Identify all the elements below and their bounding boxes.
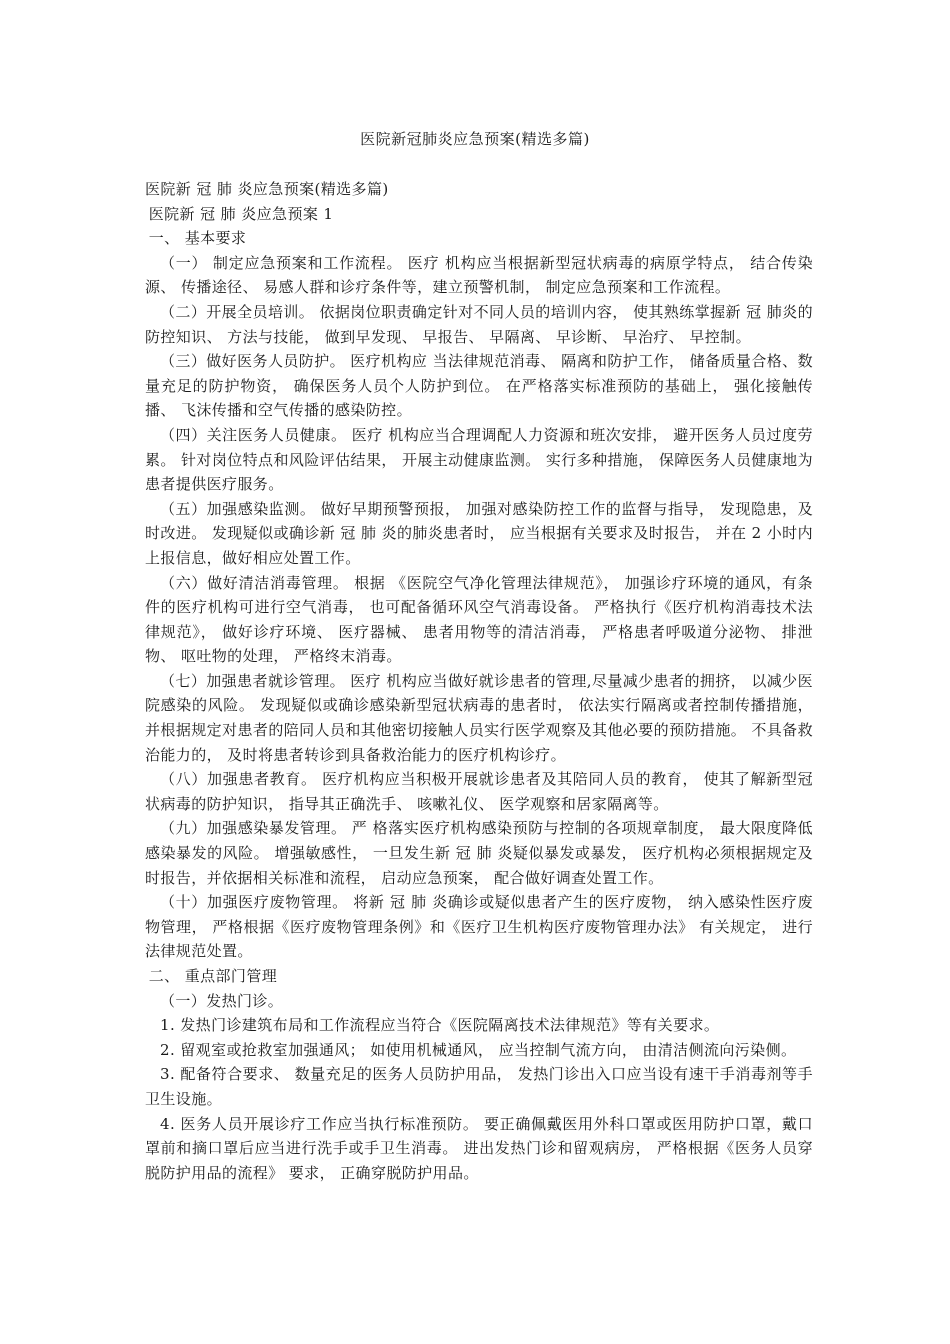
paragraph: （六）做好清洁消毒管理。 根据 《医院空气净化管理法律规范》， 加强诊疗环境的通风，有条件的医疗机构可进行空气消毒， 也可配备循环风空气消毒设备。 严格执行《医疗机构消毒技术法律规范》， 做好诊疗环境、 医疗器械、 患者用物等的清洁消毒， 严格患者呼吸道分泌物、 排泄物、 呕吐物的处理， 严格终末消毒。 <box>145 573 813 666</box>
section-heading: 一、 基本要求 <box>148 229 247 248</box>
list-item: 2. 留观室或抢救室加强通风； 如使用机械通风， 应当控制气流方向， 由清洁侧流向污染侧。 <box>160 1040 797 1059</box>
paragraph: （一） 制定应急预案和工作流程。 医疗 机构应当根据新型冠状病毒的病原学特点， 结合传染源、 传播途径、 易感人群和诊疗条件等，建立预警机制， 制定应急预案和工作流程。 <box>145 253 813 297</box>
paragraph: （三）做好医务人员防护。 医疗机构应 当法律规范消毒、 隔离和防护工作， 储备质量合格、数量充足的防护物资， 确保医务人员个人防护到位。 在严格落实标准预防的基础上， 强化接触传播、 飞沫传播和空气传播的感染防控。 <box>145 352 813 420</box>
subtitle: 医院新 冠 肺 炎应急预案(精选多篇) <box>145 180 389 198</box>
paragraph: （七）加强患者就诊管理。 医疗 机构应当做好就诊患者的管理,尽量减少患者的拥挤， 以减少医院感染的风险。 发现疑似或确诊感染新型冠状病毒的患者时， 依法实行隔离或者控制传播措施， 并根据规定对患者的陪同人员和其他密切接触人员实行医学观察及其他必要的预防措施。 不具备救治能力的， 及时将患者转诊到具备救治能力的医疗机构诊疗。 <box>145 671 813 764</box>
list-item: 1. 发热门诊建筑布局和工作流程应当符合《医院隔离技术法律规范》等有关要求。 <box>160 1016 720 1035</box>
document-body <box>145 177 813 1185</box>
list-item: 4. 医务人员开展诊疗工作应当执行标准预防。 要正确佩戴医用外科口罩或医用防护口罩，戴口罩前和摘口罩后应当进行洗手或手卫生消毒。 进出发热门诊和留观病房， 严格根据《医务人员穿脱防护用品的流程》 要求， 正确穿脱防护用品。 <box>145 1114 813 1182</box>
paragraph: （四）关注医务人员健康。 医疗 机构应当合理调配人力资源和班次安排， 避开医务人员过度劳累。 针对岗位特点和风险评估结果， 开展主动健康监测。 实行多种措施， 保障医务人员健康地为患者提供医疗服务。 <box>145 425 813 494</box>
subsection-heading: （一）发热门诊。 <box>160 991 284 1010</box>
paragraph: （十）加强医疗废物管理。 将新 冠 肺 炎确诊或疑似患者产生的医疗废物， 纳入感染性医疗废物管理， 严格根据《医疗废物管理条例》和《医疗卫生机构医疗废物管理办法》 有关规定， 进行法律规范处置。 <box>145 893 813 961</box>
document-title: 医院新冠肺炎应急预案(精选多篇) <box>360 130 590 148</box>
paragraph: （二）开展全员培训。 依据岗位职责确定针对不同人员的培训内容， 使其熟练掌握新 冠 肺炎的防控知识、 方法与技能， 做到早发现、 早报告、 早隔离、 早诊断、 早治疗、 早控制。 <box>145 302 813 346</box>
section-heading: 医院新 冠 肺 炎应急预案 1 <box>148 204 334 223</box>
list-item: 3. 配备符合要求、 数量充足的医务人员防护用品， 发热门诊出入口应当设有速干手消毒剂等手卫生设施。 <box>145 1065 813 1108</box>
paragraph: （九）加强感染暴发管理。 严 格落实医疗机构感染预防与控制的各项规章制度， 最大限度降低感染暴发的风险。 增强敏感性， 一旦发生新 冠 肺 炎疑似暴发或暴发， 医疗机构必须根据规定及时报告，并依据相关标准和流程， 启动应急预案， 配合做好调查处置工作。 <box>145 819 813 887</box>
paragraph: （八）加强患者教育。 医疗机构应当积极开展就诊患者及其陪同人员的教育， 使其了解新型冠状病毒的防护知识， 指导其正确洗手、 咳嗽礼仪、 医学观察和居家隔离等。 <box>145 770 813 813</box>
section-heading: 二、 重点部门管理 <box>148 967 278 985</box>
paragraph: （五）加强感染监测。 做好早期预警预报， 加强对感染防控工作的监督与指导， 发现隐患，及时改进。 发现疑似或确诊新 冠 肺 炎的肺炎患者时， 应当根据有关要求及时报告， 并在 2 小时内上报信息，做好相应处置工作。 <box>145 499 813 567</box>
